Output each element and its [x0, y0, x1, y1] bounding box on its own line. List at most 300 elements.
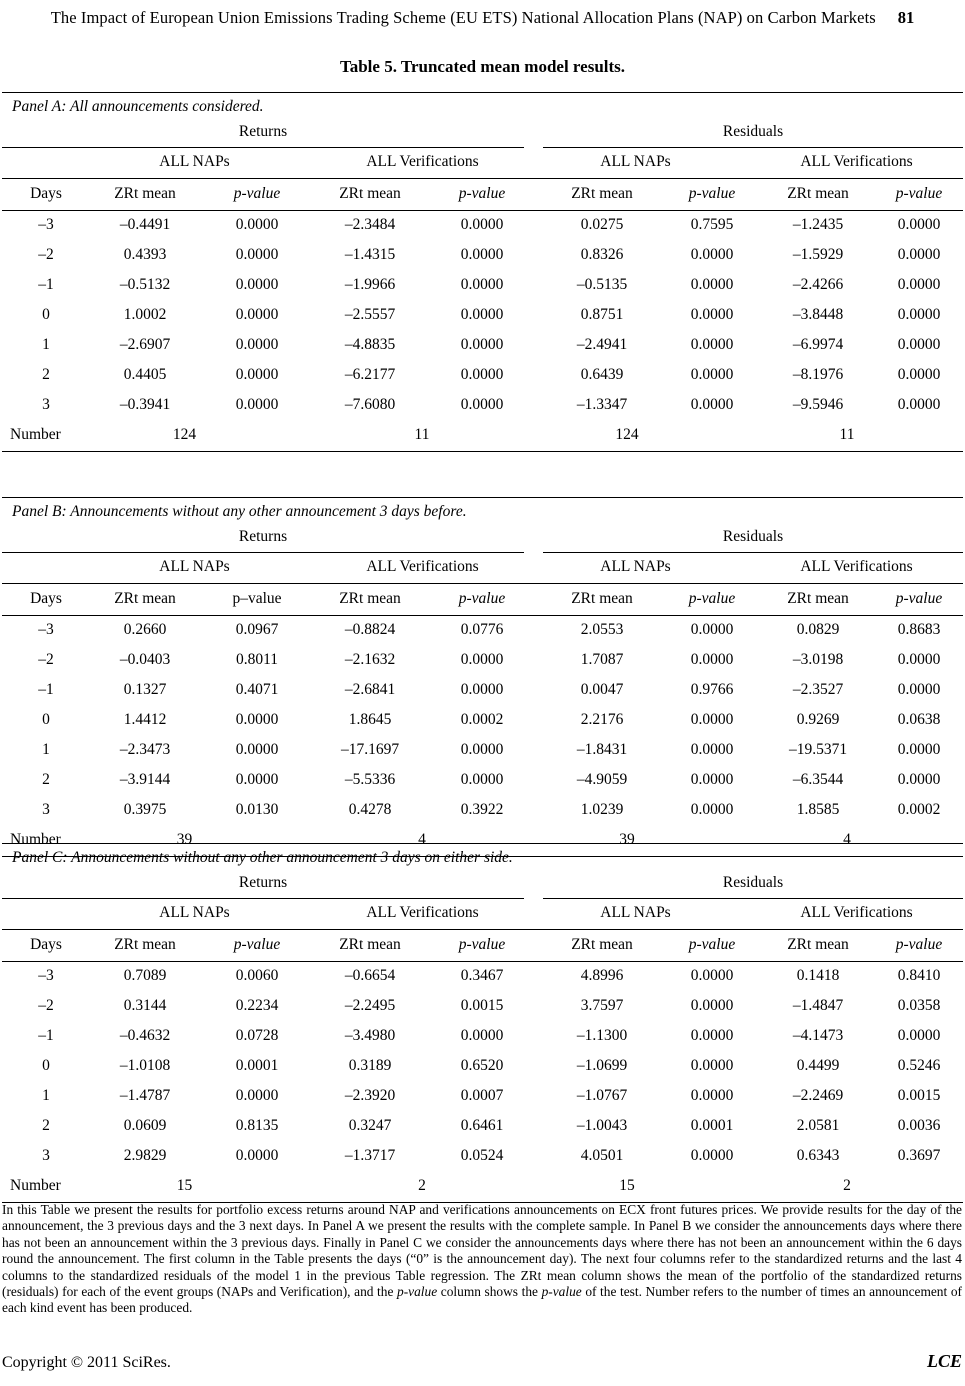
cell-value: 0.8751 — [580, 306, 624, 323]
cell-value: –0.5135 — [576, 276, 628, 293]
table-footnote: In this Table we present the results for portfolio excess returns around NAP and verifications announcements on ECX front futures prices. We provide results for the day of the announcement, the 3 previous days and the 3 next days. In Panel A we present the results with the complete sample. In Panel B we consider the announcements days where there has not been an announcement within the 3 previous days. Finally in Panel C we consider the announcements days where there has not been an announcement within the 6 days round the announcement. The first column in the Table presents the days (“0” is the announcement day). The next four columns refer to the standardized returns and the last 4 columns to the standardized residuals of the model 1 in the previous Table regression. The ZRt mean column shows the mean of the portfolio of the standardized returns (residuals) for each of the event groups (NAPs and Verification), and the p-value column shows the p-value of the test. Number refers to the number of times an announcement of each kind event has been produced. — [2, 1202, 962, 1316]
table-row — [2, 766, 963, 796]
panel-c-group-header — [2, 871, 963, 898]
group-header-returns: Returns — [238, 528, 288, 545]
cell-days: –3 — [38, 967, 54, 984]
column-header-pvalue-3: p-value — [688, 590, 736, 607]
cell-value: 0.0776 — [460, 621, 504, 638]
column-header-zrt-4: ZRt mean — [787, 590, 849, 607]
column-header-pvalue-2: p-value — [458, 185, 506, 202]
number-label: Number — [10, 426, 61, 443]
group-rule-returns — [2, 147, 524, 148]
cell-value: –2.4266 — [792, 276, 844, 293]
cell-days: 3 — [42, 801, 50, 818]
cell-value: 0.0358 — [897, 997, 941, 1014]
cell-value: 0.0638 — [897, 711, 941, 728]
cell-value: –2.2495 — [344, 997, 396, 1014]
cell-value: 0.0000 — [460, 276, 504, 293]
column-header-zrt-4: ZRt mean — [787, 936, 849, 953]
cell-days: 1 — [42, 741, 50, 758]
cell-value: 0.0001 — [690, 1117, 734, 1134]
number-value-returns-naps: 124 — [172, 426, 197, 443]
cell-value: 0.8410 — [897, 967, 941, 984]
cell-value: 0.0000 — [235, 396, 279, 413]
cell-value: 0.7089 — [123, 967, 167, 984]
cell-value: 1.7087 — [580, 651, 624, 668]
cell-value: –4.8835 — [344, 336, 396, 353]
cell-value: 0.0000 — [690, 741, 734, 758]
cell-value: 0.0000 — [235, 771, 279, 788]
cell-value: 0.0060 — [235, 967, 279, 984]
cell-value: –1.4315 — [344, 246, 396, 263]
sub-header-residuals-verifications: ALL Verifications — [800, 904, 913, 921]
cell-value: 3.7597 — [580, 997, 624, 1014]
cell-value: 0.1327 — [123, 681, 167, 698]
sub-header-returns-naps: ALL NAPs — [159, 904, 230, 921]
cell-value: 0.0967 — [235, 621, 279, 638]
cell-value: 0.0000 — [690, 1087, 734, 1104]
cell-value: 0.0007 — [460, 1087, 504, 1104]
sub-header-returns-verifications: ALL Verifications — [366, 558, 479, 575]
table-row — [2, 361, 963, 391]
cell-value: –2.4941 — [576, 336, 628, 353]
cell-days: 0 — [42, 711, 50, 728]
cell-value: –1.4787 — [119, 1087, 171, 1104]
group-header-residuals: Residuals — [722, 123, 784, 140]
cell-value: –0.3941 — [119, 396, 171, 413]
group-header-residuals: Residuals — [722, 528, 784, 545]
cell-value: 0.0000 — [235, 336, 279, 353]
cell-value: –8.1976 — [792, 366, 844, 383]
cell-value: 0.0000 — [235, 1087, 279, 1104]
cell-value: 0.0000 — [897, 396, 941, 413]
cell-value: –5.5336 — [344, 771, 396, 788]
group-rule-returns — [2, 898, 524, 899]
cell-value: 0.0000 — [460, 771, 504, 788]
cell-value: –1.9966 — [344, 276, 396, 293]
pvalue-italic: p-value — [541, 1284, 582, 1300]
panel-c-title — [2, 844, 963, 871]
column-header-zrt-1: ZRt mean — [114, 936, 176, 953]
panel-b-sub-header — [2, 554, 963, 583]
cell-value: 0.0000 — [235, 1147, 279, 1164]
cell-value: –19.5371 — [788, 741, 848, 758]
cell-value: 0.0000 — [690, 651, 734, 668]
cell-value: –1.2435 — [792, 216, 844, 233]
cell-value: –0.4491 — [119, 216, 171, 233]
cell-value: –7.6080 — [344, 396, 396, 413]
cell-days: –3 — [38, 216, 54, 233]
cell-value: 0.4071 — [235, 681, 279, 698]
table-row — [2, 616, 963, 646]
cell-days: 3 — [42, 1147, 50, 1164]
cell-value: –1.1300 — [576, 1027, 628, 1044]
cell-days: 2 — [42, 1117, 50, 1134]
cell-value: 0.2660 — [123, 621, 167, 638]
cell-value: –3.0198 — [792, 651, 844, 668]
cell-value: –6.9974 — [792, 336, 844, 353]
panel-a — [2, 92, 963, 452]
column-header-pvalue-1: p–value — [232, 590, 282, 607]
number-value-residuals-naps: 124 — [615, 426, 639, 443]
cell-value: 0.0000 — [460, 396, 504, 413]
number-value-residuals-verifications: 2 — [843, 1177, 851, 1194]
cell-value: 0.0000 — [897, 771, 941, 788]
cell-value: 1.0002 — [123, 306, 167, 323]
running-head — [0, 8, 965, 30]
panel-b-data-rows — [2, 616, 963, 826]
cell-value: 1.4412 — [123, 711, 167, 728]
column-header-zrt-4: ZRt mean — [787, 185, 849, 202]
cell-value: –1.0767 — [576, 1087, 628, 1104]
table-row — [2, 706, 963, 736]
cell-days: 0 — [42, 1057, 50, 1074]
table-row — [2, 1142, 963, 1172]
cell-value: 0.0015 — [897, 1087, 941, 1104]
sub-header-residuals-naps: ALL NAPs — [600, 558, 671, 575]
cell-value: 0.4278 — [348, 801, 392, 818]
page-number: 81 — [897, 8, 915, 27]
cell-value: –1.0699 — [576, 1057, 628, 1074]
table-row — [2, 1022, 963, 1052]
sub-header-residuals-naps: ALL NAPs — [600, 153, 671, 170]
cell-value: 0.0000 — [235, 276, 279, 293]
cell-value: 0.0275 — [580, 216, 624, 233]
cell-days: –2 — [38, 651, 54, 668]
cell-value: 0.0000 — [460, 651, 504, 668]
column-header-pvalue-4: p-value — [895, 590, 943, 607]
cell-value: 2.9829 — [123, 1147, 167, 1164]
cell-value: –1.3717 — [344, 1147, 396, 1164]
cell-value: 1.8585 — [796, 801, 840, 818]
number-value-returns-verifications: 2 — [418, 1177, 426, 1194]
cell-value: –0.8824 — [344, 621, 396, 638]
column-header-pvalue-4: p-value — [895, 936, 943, 953]
number-value-returns-naps: 39 — [176, 831, 193, 848]
cell-value: 0.3697 — [897, 1147, 941, 1164]
cell-days: –2 — [38, 997, 54, 1014]
cell-value: 0.0000 — [897, 306, 941, 323]
panel-a-number-row — [2, 421, 963, 451]
panel-c-sub-header — [2, 900, 963, 929]
cell-value: –2.3920 — [344, 1087, 396, 1104]
cell-value: –0.5132 — [119, 276, 171, 293]
sub-header-returns-naps: ALL NAPs — [159, 558, 230, 575]
cell-value: 0.3247 — [348, 1117, 392, 1134]
cell-value: 0.0000 — [690, 246, 734, 263]
cell-value: 0.0000 — [235, 216, 279, 233]
cell-value: 0.4405 — [123, 366, 167, 383]
table-row — [2, 992, 963, 1022]
table-row — [2, 676, 963, 706]
cell-value: 0.0728 — [235, 1027, 279, 1044]
cell-value: –1.0108 — [119, 1057, 171, 1074]
cell-value: 0.0000 — [897, 741, 941, 758]
column-header-pvalue-1: p-value — [233, 185, 281, 202]
cell-value: 0.0000 — [460, 336, 504, 353]
group-rule-returns — [2, 552, 524, 553]
table-row — [2, 301, 963, 331]
cell-value: –2.1632 — [344, 651, 396, 668]
cell-value: 0.0002 — [897, 801, 941, 818]
cell-days: 1 — [42, 1087, 50, 1104]
cell-value: 0.8326 — [580, 246, 624, 263]
cell-value: 0.0000 — [235, 306, 279, 323]
cell-value: 0.0002 — [460, 711, 504, 728]
column-header-pvalue-2: p-value — [458, 590, 506, 607]
column-header-pvalue-1: p-value — [233, 936, 281, 953]
column-header-pvalue-3: p-value — [688, 185, 736, 202]
cell-value: 0.0000 — [460, 681, 504, 698]
panel-c-data-rows — [2, 962, 963, 1172]
number-value-residuals-verifications: 4 — [843, 831, 851, 848]
cell-value: 0.8683 — [897, 621, 941, 638]
cell-value: 0.0000 — [690, 1027, 734, 1044]
panel-b-group-header — [2, 525, 963, 552]
panel-b-title-text: : Announcements without any other announcement 3 days before. — [61, 503, 467, 520]
cell-value: 0.0000 — [897, 366, 941, 383]
cell-days: –1 — [38, 276, 54, 293]
sub-header-residuals-naps: ALL NAPs — [600, 904, 671, 921]
cell-value: 0.3975 — [123, 801, 167, 818]
cell-value: –1.3347 — [576, 396, 628, 413]
cell-value: 0.0000 — [690, 997, 734, 1014]
cell-value: –1.5929 — [792, 246, 844, 263]
column-header-pvalue-2: p-value — [458, 936, 506, 953]
group-rule-residuals — [543, 898, 963, 899]
cell-days: –3 — [38, 621, 54, 638]
panel-a-column-header — [2, 179, 963, 210]
cell-value: 0.0000 — [690, 396, 734, 413]
cell-days: –1 — [38, 1027, 54, 1044]
cell-value: 0.6461 — [460, 1117, 504, 1134]
cell-value: 0.0000 — [460, 306, 504, 323]
journal-abbreviation: LCE — [926, 1351, 962, 1371]
cell-value: 0.0000 — [690, 276, 734, 293]
cell-value: 0.3189 — [348, 1057, 392, 1074]
cell-value: 0.0000 — [897, 276, 941, 293]
table-row — [2, 1052, 963, 1082]
cell-value: 0.0036 — [897, 1117, 941, 1134]
sub-header-returns-verifications: ALL Verifications — [366, 153, 479, 170]
panel-a-bottom-rule — [2, 451, 963, 452]
table-row — [2, 211, 963, 241]
cell-days: 2 — [42, 771, 50, 788]
cell-value: 0.0000 — [897, 1027, 941, 1044]
column-header-zrt-1: ZRt mean — [114, 185, 176, 202]
cell-value: 0.1418 — [796, 967, 840, 984]
cell-value: 0.0047 — [580, 681, 624, 698]
cell-value: –2.3527 — [792, 681, 844, 698]
cell-value: 0.0130 — [235, 801, 279, 818]
cell-value: 0.0000 — [897, 246, 941, 263]
cell-value: 0.3144 — [123, 997, 167, 1014]
cell-value: 0.0000 — [460, 216, 504, 233]
cell-value: 1.0239 — [580, 801, 624, 818]
panel-a-sub-header — [2, 149, 963, 178]
cell-value: 0.0000 — [690, 306, 734, 323]
cell-value: –2.5557 — [344, 306, 396, 323]
cell-value: 0.6343 — [796, 1147, 840, 1164]
cell-value: 2.2176 — [580, 711, 624, 728]
column-header-zrt-2: ZRt mean — [339, 590, 401, 607]
column-header-pvalue-3: p-value — [688, 936, 736, 953]
cell-value: 2.0553 — [580, 621, 624, 638]
number-value-returns-naps: 15 — [176, 1177, 193, 1194]
cell-value: 0.0000 — [897, 681, 941, 698]
cell-value: –2.3484 — [344, 216, 396, 233]
cell-value: 1.8645 — [348, 711, 392, 728]
cell-value: –3.9144 — [119, 771, 171, 788]
column-header-days: Days — [30, 936, 62, 953]
table-row — [2, 646, 963, 676]
number-value-residuals-verifications: 11 — [839, 426, 855, 443]
number-value-residuals-naps: 15 — [619, 1177, 635, 1194]
group-header-returns: Returns — [238, 123, 288, 140]
cell-value: 0.0000 — [690, 711, 734, 728]
table-row — [2, 962, 963, 992]
cell-value: 0.4393 — [123, 246, 167, 263]
cell-value: 0.2234 — [235, 997, 279, 1014]
running-head-title: The Impact of European Union Emissions Trading Scheme (EU ETS) National Allocation Plans (NAP) on Carbon Markets — [50, 8, 876, 27]
cell-value: 0.9766 — [690, 681, 734, 698]
cell-value: 0.0000 — [897, 216, 941, 233]
cell-value: –0.0403 — [119, 651, 171, 668]
panel-b-column-header — [2, 584, 963, 615]
panel-a-title-text: : All announcements considered. — [61, 98, 264, 115]
column-header-zrt-3: ZRt mean — [571, 185, 633, 202]
cell-value: –6.2177 — [344, 366, 396, 383]
table-caption: Table 5. Truncated mean model results. — [339, 57, 626, 76]
copyright-notice: Copyright © 2011 SciRes. — [2, 1354, 171, 1371]
cell-value: 0.8011 — [235, 651, 279, 668]
cell-days: –2 — [38, 246, 54, 263]
group-header-residuals: Residuals — [722, 874, 784, 891]
table-row — [2, 1082, 963, 1112]
cell-value: 0.7595 — [690, 216, 734, 233]
cell-value: 0.0000 — [690, 366, 734, 383]
panel-b-title-label: Panel B — [12, 503, 62, 520]
cell-value: 0.0000 — [690, 1057, 734, 1074]
table-row — [2, 241, 963, 271]
cell-value: 0.0000 — [690, 621, 734, 638]
cell-value: 0.8135 — [235, 1117, 279, 1134]
sub-header-residuals-verifications: ALL Verifications — [800, 558, 913, 575]
table-row — [2, 1112, 963, 1142]
table-row — [2, 391, 963, 421]
cell-value: 0.5246 — [897, 1057, 941, 1074]
cell-value: –4.1473 — [792, 1027, 844, 1044]
cell-value: 0.0000 — [897, 651, 941, 668]
cell-value: 0.0000 — [235, 711, 279, 728]
cell-value: –2.2469 — [792, 1087, 844, 1104]
cell-value: –1.4847 — [792, 997, 844, 1014]
panel-b-title — [2, 498, 963, 525]
column-header-zrt-2: ZRt mean — [339, 185, 401, 202]
cell-value: 0.0000 — [690, 967, 734, 984]
column-header-zrt-3: ZRt mean — [571, 590, 633, 607]
cell-value: 0.0000 — [235, 246, 279, 263]
table-row — [2, 796, 963, 826]
cell-value: 0.6439 — [580, 366, 624, 383]
table-row — [2, 331, 963, 361]
column-header-zrt-2: ZRt mean — [339, 936, 401, 953]
cell-days: 2 — [42, 366, 50, 383]
sub-header-returns-verifications: ALL Verifications — [366, 904, 479, 921]
cell-days: 0 — [42, 306, 50, 323]
cell-value: 4.0501 — [580, 1147, 624, 1164]
group-rule-residuals — [543, 552, 963, 553]
panel-a-title-label: Panel A — [12, 98, 62, 115]
cell-value: 0.3922 — [460, 801, 504, 818]
cell-value: 0.0000 — [460, 1027, 504, 1044]
cell-days: –1 — [38, 681, 54, 698]
cell-value: –3.8448 — [792, 306, 844, 323]
cell-value: –2.6841 — [344, 681, 396, 698]
cell-value: –0.4632 — [119, 1027, 171, 1044]
cell-value: 4.8996 — [580, 967, 624, 984]
number-label: Number — [10, 1177, 61, 1194]
cell-value: 0.0829 — [796, 621, 840, 638]
cell-value: 0.0000 — [460, 246, 504, 263]
cell-value: 0.0000 — [690, 771, 734, 788]
cell-value: –6.3544 — [792, 771, 844, 788]
number-label: Number — [10, 831, 61, 848]
group-rule-residuals — [543, 147, 963, 148]
cell-value: 0.0015 — [460, 997, 504, 1014]
cell-value: –17.1697 — [340, 741, 400, 758]
sub-header-returns-naps: ALL NAPs — [159, 153, 230, 170]
cell-value: 0.6520 — [460, 1057, 504, 1074]
cell-value: –2.3473 — [119, 741, 171, 758]
table-row — [2, 736, 963, 766]
cell-value: –1.0043 — [576, 1117, 628, 1134]
cell-value: 0.4499 — [796, 1057, 840, 1074]
panel-c-title-text: : Announcements without any other announcement 3 days on either side. — [62, 849, 513, 866]
number-value-residuals-naps: 39 — [619, 831, 635, 848]
column-header-zrt-3: ZRt mean — [571, 936, 633, 953]
table-row — [2, 271, 963, 301]
cell-value: –4.9059 — [576, 771, 628, 788]
cell-value: 0.0000 — [690, 801, 734, 818]
column-header-days: Days — [30, 590, 62, 607]
cell-value: –3.4980 — [344, 1027, 396, 1044]
panel-a-group-header — [2, 120, 963, 147]
cell-days: 3 — [42, 396, 50, 413]
panel-c-column-header — [2, 930, 963, 961]
number-value-returns-verifications: 11 — [414, 426, 430, 443]
panel-c-title-label: Panel C — [12, 849, 63, 866]
cell-value: 2.0581 — [796, 1117, 840, 1134]
column-header-days: Days — [30, 185, 62, 202]
cell-value: 0.0001 — [235, 1057, 279, 1074]
cell-value: –9.5946 — [792, 396, 844, 413]
cell-value: –0.6654 — [344, 967, 396, 984]
panel-a-data-rows — [2, 211, 963, 421]
column-header-pvalue-4: p-value — [895, 185, 943, 202]
group-header-returns: Returns — [238, 874, 288, 891]
cell-value: 0.0524 — [460, 1147, 504, 1164]
cell-value: –1.8431 — [576, 741, 628, 758]
sub-header-residuals-verifications: ALL Verifications — [800, 153, 913, 170]
cell-value: 0.0000 — [690, 1147, 734, 1164]
panel-b — [2, 497, 963, 857]
cell-value: 0.9269 — [796, 711, 840, 728]
cell-value: –2.6907 — [119, 336, 171, 353]
number-value-returns-verifications: 4 — [418, 831, 426, 848]
cell-value: 0.0000 — [235, 741, 279, 758]
pvalue-italic: p-value — [397, 1284, 438, 1300]
